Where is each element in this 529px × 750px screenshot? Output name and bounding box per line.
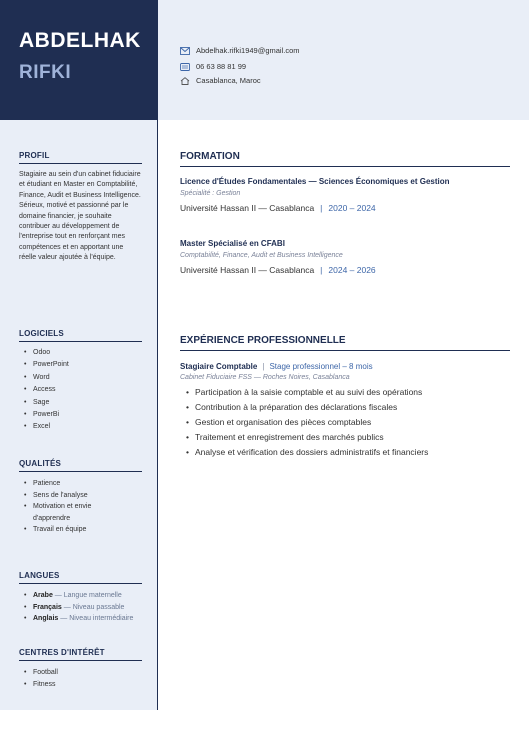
interets-list bbox=[24, 667, 58, 692]
list-item: • Excel bbox=[24, 421, 69, 433]
qualites-title: QUALITÉS bbox=[19, 459, 142, 472]
job-tasks bbox=[186, 385, 428, 460]
list-item: • Contribution à la préparation des déclarations fiscales bbox=[186, 400, 428, 415]
list-item: • Participation à la saisie comptable et au suivi des opérations bbox=[186, 385, 428, 400]
name-block bbox=[0, 0, 158, 120]
list-item: • Fitness bbox=[24, 679, 58, 691]
last-name: RIFKI bbox=[19, 62, 72, 83]
email-text: Abdelhak.rifki1949@gmail.com bbox=[196, 46, 300, 55]
language-level: — Langue maternelle bbox=[54, 592, 122, 599]
list-item bbox=[24, 613, 142, 625]
degree-title: Licence d'Études Fondamentales — Sciences Économiques et Gestion bbox=[180, 177, 450, 186]
language-name: Français bbox=[33, 603, 62, 611]
degree-dates: 2020 – 2024 bbox=[328, 203, 376, 213]
profil-title: PROFIL bbox=[19, 151, 142, 164]
list-item bbox=[24, 602, 142, 614]
separator: | bbox=[320, 203, 323, 213]
contact-phone bbox=[180, 62, 246, 71]
address-text: Casablanca, Maroc bbox=[196, 76, 261, 85]
list-item bbox=[24, 590, 142, 602]
first-name: ABDELHAK bbox=[19, 29, 141, 52]
language-name: Arabe bbox=[33, 592, 53, 599]
list-item: • Patience bbox=[24, 478, 139, 490]
separator: | bbox=[262, 362, 265, 371]
degree-dates: 2024 – 2026 bbox=[328, 265, 376, 275]
formation-title: FORMATION bbox=[180, 151, 510, 167]
list-item: • Traitement et enregistrement des marchés publics bbox=[186, 430, 428, 445]
list-item: • Word bbox=[24, 372, 69, 384]
experience-title: EXPÉRIENCE PROFESSIONNELLE bbox=[180, 335, 510, 351]
degree-school-line bbox=[180, 203, 376, 213]
phone-icon bbox=[180, 63, 190, 71]
list-item: • Analyse et vérification des dossiers administratifs et financiers bbox=[186, 445, 428, 460]
language-level: — Niveau intermédiaire bbox=[60, 615, 134, 623]
langues-list bbox=[24, 590, 142, 625]
school-name: Université Hassan II — Casablanca bbox=[180, 203, 315, 213]
school-name: Université Hassan II — Casablanca bbox=[180, 265, 315, 275]
language-name: Anglais bbox=[33, 615, 59, 623]
separator: | bbox=[320, 265, 323, 275]
degree-specialty: Spécialité : Gestion bbox=[180, 190, 241, 197]
langues-title: LANGUES bbox=[19, 571, 142, 584]
logiciels-list bbox=[24, 347, 69, 434]
degree-title: Master Spécialisé en CFABI bbox=[180, 239, 285, 248]
contact-email bbox=[180, 46, 300, 55]
logiciels-title: LOGICIELS bbox=[19, 329, 142, 342]
home-icon bbox=[180, 77, 190, 85]
list-item: • Sage bbox=[24, 397, 69, 409]
list-item: • Motivation et envie d'apprendre bbox=[24, 501, 114, 524]
contact-address bbox=[180, 76, 261, 85]
job-role: Stagiaire Comptable bbox=[180, 362, 258, 371]
envelope-icon bbox=[180, 47, 190, 55]
phone-text: 06 63 88 81 99 bbox=[196, 62, 247, 71]
job-heading bbox=[180, 362, 373, 371]
degree-school-line bbox=[180, 265, 376, 275]
job-company: Cabinet Fiduciaire FSS — Roches Noires, Casablanca bbox=[180, 374, 350, 381]
interets-title: CENTRES D'INTÉRÊT bbox=[19, 648, 142, 661]
qualites-list bbox=[24, 478, 139, 536]
list-item: • Gestion et organisation des pièces comptables bbox=[186, 415, 428, 430]
contact-block bbox=[158, 0, 529, 120]
job-status: Stage professionnel – 8 mois bbox=[269, 362, 373, 371]
list-item: • PowerPoint bbox=[24, 359, 69, 371]
language-level: — Niveau passable bbox=[63, 603, 125, 611]
list-item: • Travail en équipe bbox=[24, 524, 139, 536]
profil-text: Stagiaire au sein d'un cabinet fiduciaire et étudiant en Master en Comptabilité, Finance, Audit et Business Intelligence. Sérieux, motivé et passionné par le domaine financier, je souhaite contribuer au développement de l'entreprise tout en renforçant mes compétences et en apportant une réelle valeur ajoutée à l'équipe. bbox=[19, 171, 141, 262]
list-item: • Odoo bbox=[24, 347, 69, 359]
list-item: • PowerBi bbox=[24, 409, 69, 421]
list-item: • Sens de l'analyse bbox=[24, 490, 139, 502]
degree-specialty: Comptabilité, Finance, Audit et Business Intelligence bbox=[180, 252, 343, 259]
list-item: • Football bbox=[24, 667, 58, 679]
list-item: • Access bbox=[24, 384, 69, 396]
